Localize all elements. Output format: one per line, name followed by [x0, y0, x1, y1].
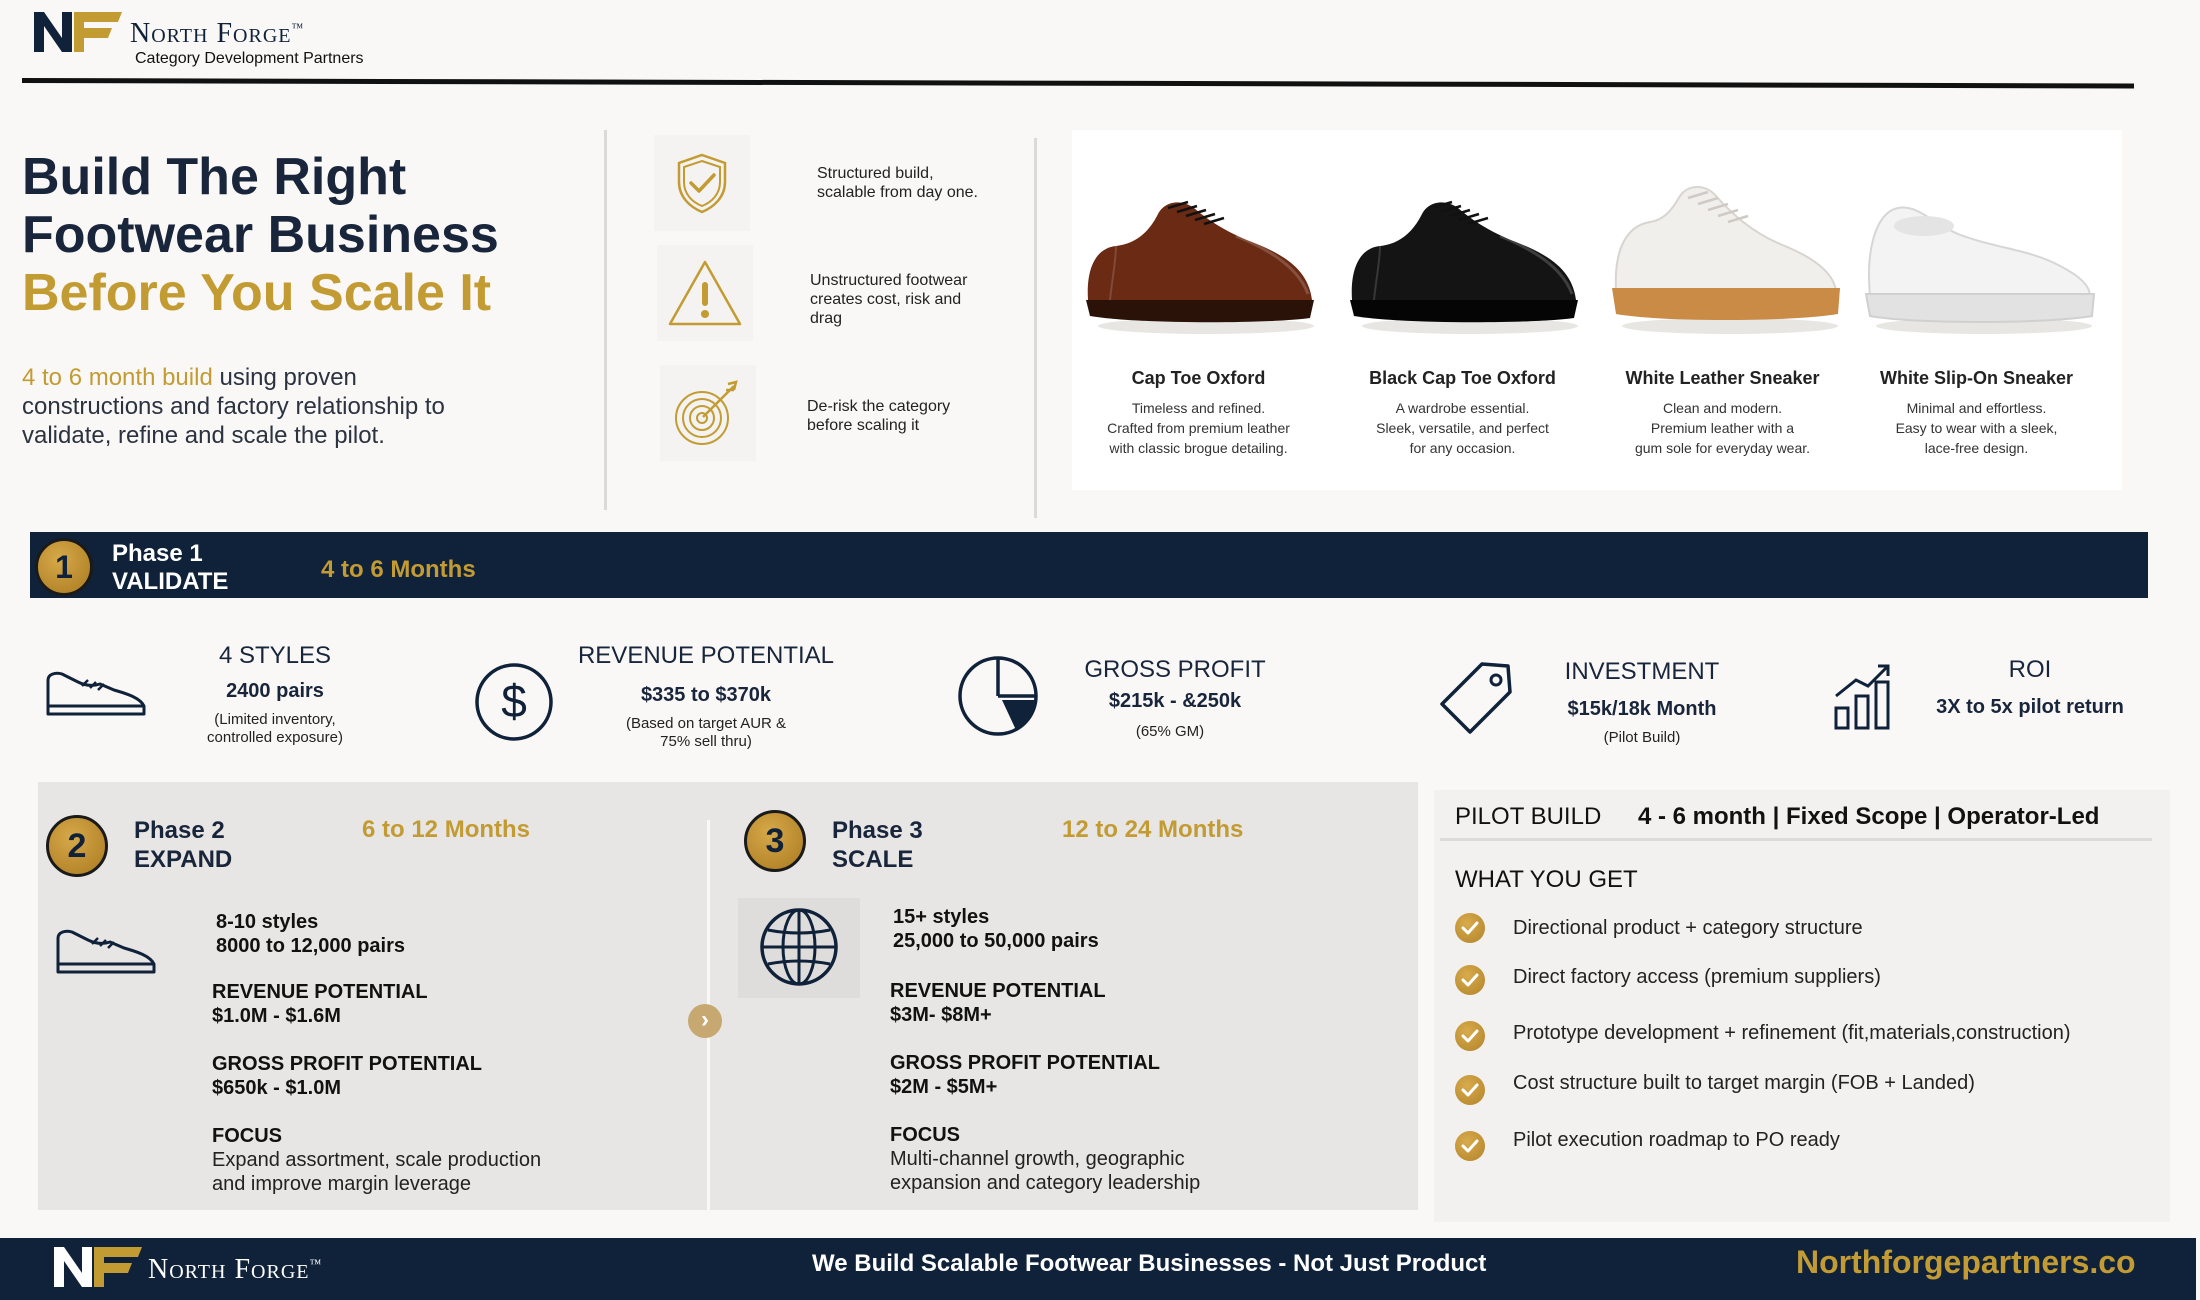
metric-note-line1: (Limited inventory,: [214, 711, 336, 728]
feature-text-2: [810, 271, 967, 328]
metric-gross-profit: [1060, 656, 1290, 741]
footer-brand: [148, 1254, 322, 1286]
metric-note-line1: (65% GM): [1135, 723, 1205, 740]
product-name: White Leather Sneaker: [1625, 368, 1820, 388]
product-name: Cap Toe Oxford: [1131, 368, 1266, 388]
phase1-label: [112, 540, 228, 596]
metric-note-line1: (Based on target AUR &: [625, 715, 787, 732]
brand-name: [130, 18, 304, 50]
product-card[interactable]: [1076, 150, 1321, 470]
metric-roi: [1920, 656, 2140, 719]
shoe-icon: [42, 660, 150, 724]
north-forge-logo-icon: [32, 8, 124, 54]
pilot-item-text: Pilot execution roadmap to PO ready: [1513, 1128, 1840, 1151]
metric-note: [566, 715, 846, 751]
shoe-sole: [1086, 300, 1314, 322]
hero-desc-line3: validate, refine and scale the pilot.: [22, 422, 385, 449]
phase2-gp-value: $650k - $1.0M: [212, 1077, 341, 1099]
next-phase-chevron-icon[interactable]: ›: [688, 1004, 722, 1038]
brand-subtitle: Category Development Partners: [135, 50, 364, 67]
product-card[interactable]: [1854, 150, 2099, 470]
metric-value: $215k - &250k: [1108, 690, 1242, 712]
phase1-duration: 4 to 6 Months: [321, 556, 476, 583]
metric-value: $335 to $370k: [640, 684, 772, 706]
product-description: [1076, 398, 1321, 458]
product-desc-line3: for any occasion.: [1409, 440, 1516, 456]
metric-note: [1050, 723, 1290, 741]
metric-value: 2400 pairs: [226, 680, 324, 702]
pilot-build-header: [1455, 803, 2099, 831]
dollar-icon: [474, 662, 554, 742]
metric-revenue: [566, 642, 846, 751]
product-description: [1340, 398, 1585, 458]
target-arrow-icon: [670, 378, 746, 448]
metric-value: $15k/18k Month: [1567, 698, 1717, 720]
feature-1-line1: Structured build,: [817, 165, 934, 182]
product-card[interactable]: [1340, 150, 1585, 470]
pilot-subhead: WHAT YOU GET: [1455, 866, 1638, 893]
product-name: White Slip-On Sneaker: [1879, 368, 2074, 388]
metric-note-line2: 75% sell thru): [660, 733, 752, 750]
brand-trademark: ™: [291, 20, 305, 35]
footer-website-link[interactable]: Northforgepartners.co: [1796, 1244, 2136, 1280]
warning-triangle-icon: [665, 256, 745, 330]
shoe-opening: [1894, 216, 1954, 236]
phase1-label-line1: Phase 1: [112, 540, 203, 567]
product-desc-line1: A wardrobe essential.: [1395, 400, 1530, 416]
pilot-item: [1455, 1128, 1840, 1161]
phase3-label-line1: Phase 3: [832, 817, 923, 844]
check-icon: [1455, 913, 1485, 943]
phase2-details: [212, 910, 692, 1196]
phase2-focus-line2: and improve margin leverage: [212, 1173, 472, 1195]
pilot-item: [1455, 1021, 2070, 1051]
feature-icon-box-3: [660, 365, 756, 461]
metric-title: 4 STYLES: [218, 642, 332, 669]
phase2-label: [134, 816, 232, 874]
product-desc-line1: Minimal and effortless.: [1906, 400, 2047, 416]
shoe-sole: [1350, 300, 1578, 322]
phase3-focus-label: FOCUS: [890, 1124, 960, 1146]
product-desc-line1: Timeless and refined.: [1131, 400, 1266, 416]
product-desc-line2: Crafted from premium leather: [1107, 420, 1290, 436]
pilot-build-label: PILOT BUILD: [1455, 803, 1602, 830]
metric-note: [170, 711, 380, 747]
phase3-label: [832, 816, 923, 874]
phase1-label-line2: VALIDATE: [112, 568, 229, 595]
feature-icon-box-2: [657, 245, 753, 341]
hero-title-line3: Before You Scale It: [22, 264, 492, 322]
check-icon: [1455, 1021, 1485, 1051]
svg-text:$: $: [501, 675, 527, 727]
pilot-item: [1455, 1071, 1975, 1105]
pilot-item: [1455, 965, 1881, 995]
metric-note-line2: controlled exposure): [207, 729, 343, 746]
pilot-item-text: Directional product + category structure: [1513, 916, 1863, 939]
feature-3-line2: before scaling it: [807, 417, 920, 434]
pilot-divider: [1440, 838, 2152, 841]
shoe-sole: [1612, 288, 1840, 320]
check-icon: [1455, 965, 1485, 995]
product-desc-line2: Sleek, versatile, and perfect: [1376, 420, 1549, 436]
phase3-gp-label: GROSS PROFIT POTENTIAL: [890, 1052, 1161, 1074]
phase2-pairs: 8000 to 12,000 pairs: [216, 935, 406, 957]
hero-desc-rest: using proven: [212, 364, 357, 391]
shoe-icon: [52, 918, 160, 982]
product-desc-line3: with classic brogue detailing.: [1109, 440, 1288, 456]
metric-title: INVESTMENT: [1564, 658, 1720, 685]
product-desc-line2: Easy to wear with a sleek,: [1895, 420, 2058, 436]
metric-styles: [170, 642, 380, 747]
globe-icon: [758, 906, 840, 988]
white-slip-on-image: [1854, 150, 2099, 340]
feature-2-line1: Unstructured footwear: [810, 272, 968, 289]
feature-3-line1: De-risk the category: [807, 398, 951, 415]
pilot-item-text: Prototype development + refinement (fit,materials,construction): [1513, 1021, 2071, 1044]
product-name: Black Cap Toe Oxford: [1369, 368, 1556, 388]
hero-description: [22, 363, 602, 450]
hero-title-line1: Build The Right: [22, 148, 407, 206]
feature-2-line3: drag: [810, 310, 843, 327]
hero-title-line2: Footwear Business: [22, 206, 499, 264]
shield-check-icon: [669, 150, 735, 216]
phase2-focus-label: FOCUS: [212, 1125, 282, 1147]
shoe-upper: [1616, 187, 1836, 290]
shoe-upper: [1352, 202, 1576, 300]
shoe-upper: [1088, 202, 1312, 300]
shoe-shadow: [1622, 318, 1838, 334]
pilot-item: [1455, 913, 1863, 943]
hero-desc-line1: [22, 363, 602, 392]
phase3-pairs: 25,000 to 50,000 pairs: [893, 930, 1099, 952]
product-description: [1600, 398, 1845, 458]
hero-divider-right: [1034, 138, 1037, 518]
product-row: [1076, 150, 2120, 470]
phase3-duration: 12 to 24 Months: [1062, 816, 1244, 843]
phase2-focus-line1: Expand assortment, scale production: [212, 1149, 542, 1171]
metric-note: [1540, 729, 1744, 747]
pie-chart-icon: [956, 654, 1040, 738]
feature-icon-box-1: [654, 135, 750, 231]
phase2-duration: 6 to 12 Months: [362, 816, 531, 843]
check-icon: [1455, 1131, 1485, 1161]
shoe-sole: [1866, 294, 2094, 322]
metric-value: 3X to 5x pilot return: [1936, 696, 2124, 718]
metric-title: ROI: [2008, 656, 2052, 683]
product-desc-line3: lace-free design.: [1924, 440, 2029, 456]
phase3-focus-line2: expansion and category leadership: [890, 1172, 1201, 1194]
phase3-label-line2: SCALE: [832, 846, 914, 873]
price-tag-icon: [1436, 660, 1516, 736]
pilot-item-text: Direct factory access (premium suppliers): [1513, 965, 1881, 988]
phase3-focus-line1: Multi-channel growth, geographic: [890, 1148, 1185, 1170]
phase1-number-badge: 1: [35, 538, 93, 596]
growth-chart-icon: [1832, 660, 1896, 732]
feature-text-3: [807, 397, 950, 435]
hero-divider-left: [604, 130, 607, 510]
pilot-build-scope: 4 - 6 month | Fixed Scope | Operator-Led: [1637, 803, 2100, 830]
product-desc-line3: gum sole for everyday wear.: [1634, 440, 1811, 456]
product-description: [1854, 398, 2099, 458]
phase2-label-line1: Phase 2: [134, 817, 225, 844]
phase2-revenue-label: REVENUE POTENTIAL: [212, 981, 428, 1003]
metric-title: REVENUE POTENTIAL: [577, 642, 835, 669]
phase3-number-badge: 3: [744, 810, 806, 872]
product-desc-line1: Clean and modern.: [1662, 400, 1783, 416]
feature-2-line2: creates cost, risk and: [810, 291, 962, 308]
footer-brand-trademark: ™: [309, 1256, 323, 1271]
hero-title: [22, 148, 602, 322]
phase3-revenue-value: $3M- $8M+: [890, 1004, 992, 1026]
phase3-revenue-label: REVENUE POTENTIAL: [890, 980, 1106, 1002]
phase2-label-line2: EXPAND: [134, 846, 233, 873]
phase2-gp-label: GROSS PROFIT POTENTIAL: [212, 1053, 483, 1075]
phase3-styles: 15+ styles: [893, 906, 990, 928]
brand-name-text: North Forge: [130, 18, 292, 49]
feature-1-line2: scalable from day one.: [817, 184, 978, 201]
phase2-styles: 8-10 styles: [216, 911, 319, 933]
feature-text-1: [817, 164, 978, 202]
pilot-item-text: Cost structure built to target margin (FOB + Landed): [1513, 1071, 1975, 1094]
hero-desc-line2: constructions and factory relationship to: [22, 393, 445, 420]
north-forge-logo-icon: [52, 1243, 144, 1289]
product-card[interactable]: [1600, 150, 1845, 470]
phase2-revenue-value: $1.0M - $1.6M: [212, 1005, 341, 1027]
footer-brand-text: North Forge: [148, 1254, 310, 1285]
header: [32, 6, 2132, 90]
phase3-details: [890, 905, 1390, 1195]
white-sneaker-image: [1600, 150, 1845, 340]
metric-investment: [1540, 658, 1744, 747]
black-oxford-shoe-image: [1340, 150, 1585, 340]
phase3-gp-value: $2M - $5M+: [890, 1076, 998, 1098]
oxford-shoe-image: [1076, 150, 1321, 340]
hero-desc-highlight: 4 to 6 month build: [22, 364, 213, 391]
footer-tagline: We Build Scalable Footwear Businesses - Not Just Product: [812, 1250, 1487, 1277]
metric-note-line1: (Pilot Build): [1603, 729, 1681, 746]
check-icon: [1455, 1075, 1485, 1105]
phase2-number-badge: 2: [46, 815, 108, 877]
product-desc-line2: Premium leather with a: [1650, 420, 1795, 436]
metric-title: GROSS PROFIT: [1084, 656, 1266, 683]
